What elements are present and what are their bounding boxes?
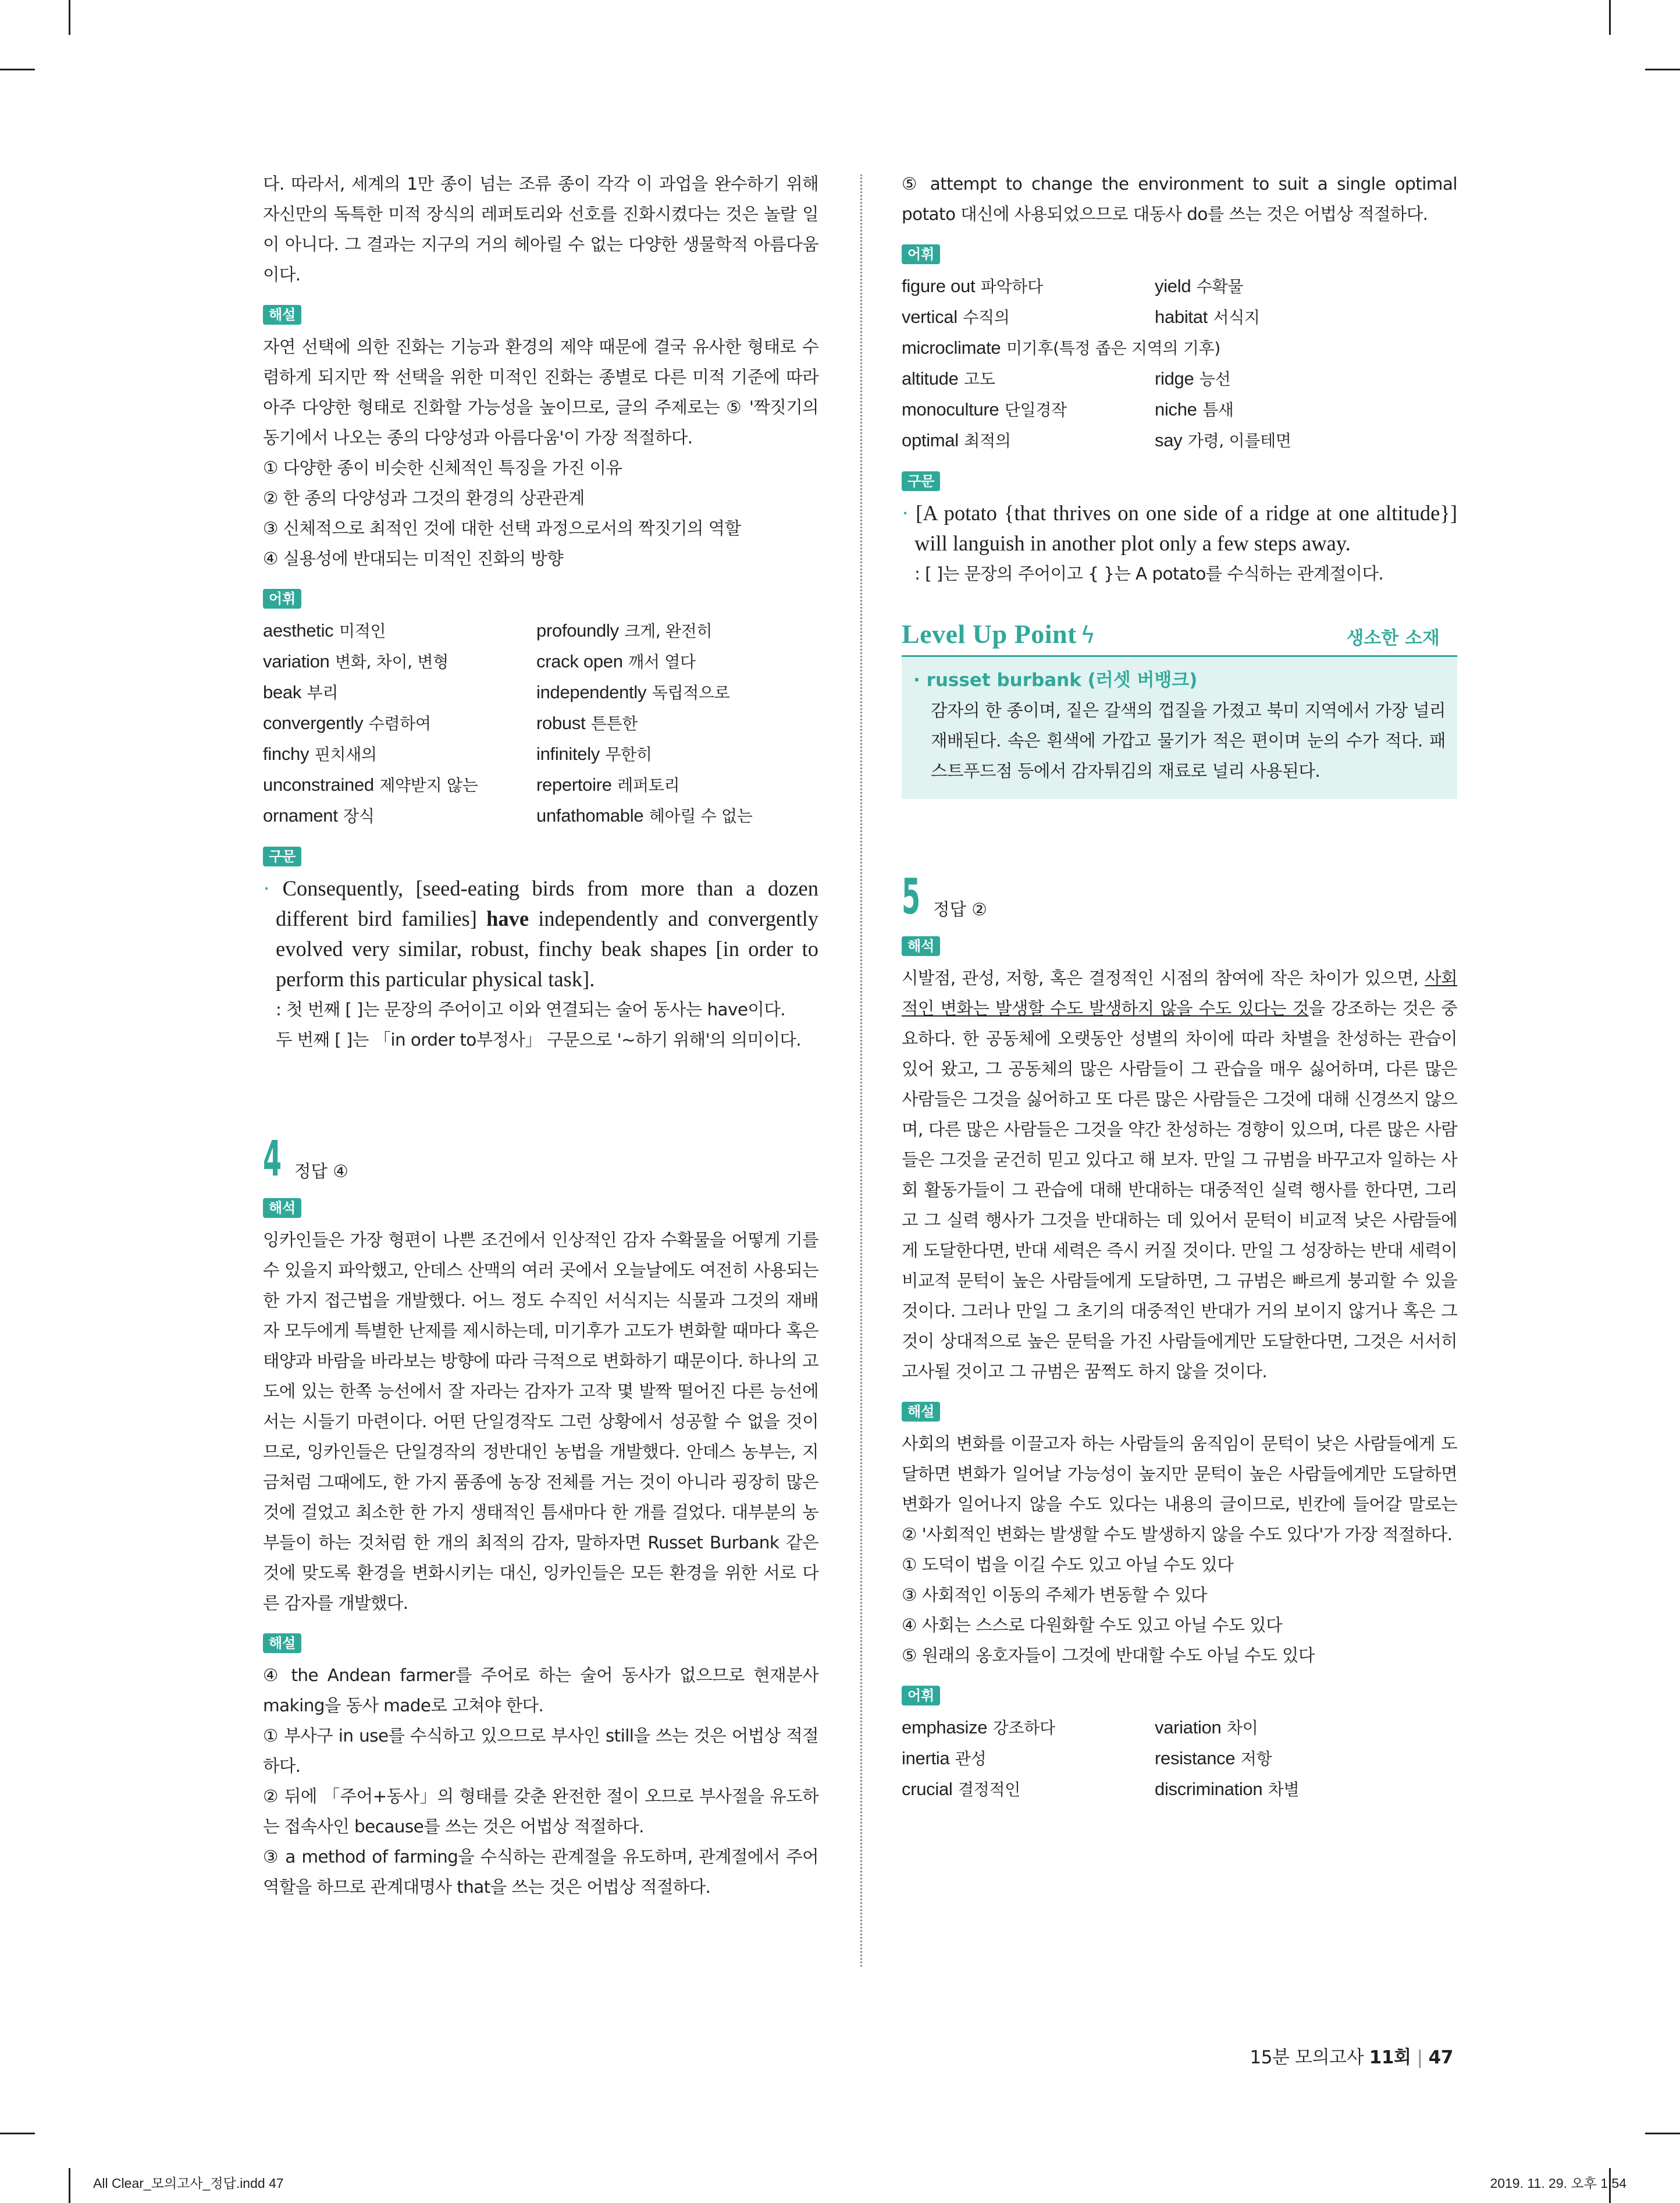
vocab-entry: emphasize 강조하다 — [902, 1717, 1055, 1737]
option-item: ③ 신체적으로 최적인 것에 대한 선택 과정으로서의 짝짓기의 역할 — [263, 518, 741, 538]
vocab-entry: independently 독립적으로 — [536, 682, 730, 702]
question-number: 5 — [902, 868, 921, 925]
vocab-entry: ridge 능선 — [1155, 368, 1231, 389]
level-up-title: Level Up Point — [902, 619, 1077, 649]
explain-tag: 해설 — [263, 305, 301, 325]
syntax-note: 두 번째 [ ]는 「in order to부정사」 구문으로 '~하기 위해'의 의미이다. — [276, 1030, 802, 1050]
vocab-list — [902, 1712, 1457, 1805]
vocab-entry: habitat 서식지 — [1155, 307, 1260, 327]
answer-underline: 사회적인 변화는 발생할 수도 발생하지 않을 수도 있다는 것 — [902, 968, 1457, 1018]
footer-separator: | — [1416, 2047, 1423, 2068]
vocab-entry: variation 차이 — [1155, 1717, 1258, 1737]
vocab-tag: 어휘 — [263, 589, 301, 609]
answer-label: 정답 ② — [933, 900, 987, 919]
option-item: ② 한 종의 다양성과 그것의 환경의 상관관계 — [263, 488, 585, 508]
bullet-icon: · — [902, 501, 916, 525]
explain-item: ④ the Andean farmer를 주어로 하는 술어 동사가 없으므로 현재분사 making을 동사 made로 고쳐야 한다. — [263, 1665, 818, 1715]
vocab-entry: robust 튼튼한 — [536, 713, 638, 733]
option-item: ③ 사회적인 이동의 주체가 변동할 수 있다 — [902, 1585, 1207, 1605]
question-header — [902, 863, 1457, 925]
syntax-sentence: · [A potato {that thrives on one side of a ridge at one altitude}] will languish in another plot only a few steps away. — [902, 501, 1457, 555]
explain-paragraph: 사회의 변화를 이끌고자 하는 사람들의 움직임이 문턱이 낮은 사람들에게 도달하면 변화가 일어날 가능성이 높지만 문턱이 높은 사람들에게만 도달하면 변화가 일어나지 않을 수도 있다는 내용의 글이므로, 빈칸에 들어갈 말로는 ② '사회적인 변화는 발생할 수도 발생하지 않을 수도 있다'가 가장 적절하다. — [902, 1434, 1457, 1544]
question-number: 4 — [263, 1130, 282, 1187]
vocab-entry: discrimination 차별 — [1155, 1779, 1300, 1799]
vocab-entry: yield 수확물 — [1155, 276, 1244, 296]
crop-mark — [1609, 0, 1611, 35]
answer-label: 정답 ④ — [294, 1161, 348, 1181]
column-divider — [860, 175, 862, 1967]
translate-tag: 해석 — [902, 936, 940, 956]
option-item: ① 도덕이 법을 이길 수도 있고 아닐 수도 있다 — [902, 1555, 1234, 1575]
syntax-note: : 첫 번째 [ ]는 문장의 주어이고 이와 연결되는 술어 동사는 have이다. — [276, 1000, 785, 1019]
explain-item: ② 뒤에 「주어+동사」의 형태를 갖춘 완전한 절이 오므로 부사절을 유도하는 접속사인 because를 쓰는 것은 어법상 적절하다. — [263, 1786, 818, 1836]
crop-mark — [0, 69, 35, 70]
option-item: ⑤ 원래의 옹호자들이 그것에 반대할 수도 아닐 수도 있다 — [902, 1646, 1315, 1665]
vocab-entry: altitude 고도 — [902, 368, 995, 389]
vocab-entry: monoculture 단일경작 — [902, 399, 1067, 420]
level-up-tag: 생소한 소재 — [1346, 628, 1440, 649]
explain-paragraph: 자연 선택에 의한 진화는 기능과 환경의 제약 때문에 결국 유사한 형태로 수렴하게 되지만 짝 선택을 위한 미적인 진화는 종별로 다른 미적 기준에 따라 아주 다양한 형태로 진화할 가능성을 높이므로, 글의 주제로는 ⑤ '짝짓기의 동기에서 나오는 종의 다양성과 아름다움'이 가장 적절하다. — [263, 337, 818, 447]
vocab-entry: figure out 파악하다 — [902, 276, 1043, 296]
vocab-entry: finchy 핀치새의 — [263, 744, 377, 764]
vocab-entry: aesthetic 미적인 — [263, 620, 386, 641]
vocab-entry: unconstrained 제약받지 않는 — [263, 774, 478, 795]
vocab-entry: crucial 결정적인 — [902, 1779, 1021, 1799]
crop-mark — [0, 2133, 35, 2134]
level-up-point-box — [902, 612, 1457, 799]
option-item: ① 다양한 종이 비슷한 신체적인 특징을 가진 이유 — [263, 458, 622, 478]
right-column — [902, 169, 1457, 1805]
option-item: ④ 실용성에 반대되는 미적인 진화의 방향 — [263, 549, 564, 568]
vocab-entry: infinitely 무한히 — [536, 744, 652, 764]
page-footer — [1250, 2042, 1453, 2069]
syntax-tag: 구문 — [902, 471, 940, 491]
crop-mark — [69, 0, 70, 35]
explain-item: ⑤ attempt to change the environment to suit a single optimal potato 대신에 사용되었으므로 대동사 do를 쓰는 것은 어법상 적절하다. — [902, 174, 1457, 224]
translate-tag: 해석 — [263, 1198, 301, 1218]
vocab-list — [902, 271, 1457, 456]
level-up-content — [902, 655, 1457, 799]
vocab-entry: niche 틈새 — [1155, 399, 1234, 420]
syntax-tag: 구문 — [263, 847, 301, 866]
level-up-subtitle: · russet burbank (러셋 버뱅크) — [913, 670, 1198, 691]
vocab-entry: optimal 최적의 — [902, 430, 1011, 450]
vocab-entry: repertoire 레퍼토리 — [536, 774, 680, 795]
syntax-note: : [ ]는 문장의 주어이고 { }는 A potato를 수식하는 관계절이다. — [914, 564, 1384, 584]
vocab-entry: crack open 깨서 열다 — [536, 651, 696, 671]
explain-item: ① 부사구 in use를 수식하고 있으므로 부사인 still을 쓰는 것은 어법상 적절하다. — [263, 1726, 818, 1776]
slug-filename: All Clear_모의고사_정답.indd 47 — [93, 2176, 284, 2191]
translate-paragraph: 잉카인들은 가장 형편이 나쁜 조건에서 인상적인 감자 수확물을 어떻게 기를 수 있을지 파악했고, 안데스 산맥의 여러 곳에서 오늘날에도 여전히 사용되는 한 가지 접근법을 개발했다. 어느 정도 수직인 서식지는 식물과 그것의 재배자 모두에게 특별한 난제를 제시하는데, 미기후가 고도가 변화할 때마다 혹은 태양과 바람을 바라보는 방향에 따라 극적으로 변화하기 때문이다. 하나의 고도에 있는 한쪽 능선에서 잘 자라는 감자가 고작 몇 발짝 떨어진 다른 능선에서는 시들기 마련이다. 어떤 단일경작도 그런 상황에서 성공할 수 없을 것이므로, 잉카인들은 단일경작의 정반대인 농법을 개발했다. 안데스 농부는, 지금처럼 그때에도, 한 가지 품종에 농장 전체를 거는 것이 아니라 굉장히 많은 것에 걸었고 최소한 한 가지 생태적인 틈새마다 한 개를 걸었다. 대부분의 농부들이 하는 것처럼 한 개의 최적의 감자, 말하자면 Russet Burbank 같은 것에 맞도록 환경을 변화시키는 대신, 잉카인들은 모든 환경을 위한 서로 다른 감자를 개발했다. — [263, 1230, 818, 1613]
slug-date: 2019. 11. 29. 오후 1:54 — [1490, 2176, 1626, 2191]
crop-mark — [1645, 69, 1680, 70]
vocab-tag: 어휘 — [902, 1686, 940, 1705]
crop-mark — [1645, 2133, 1680, 2134]
page-number: 47 — [1428, 2047, 1453, 2068]
vocab-entry: profoundly 크게, 완전히 — [536, 620, 713, 641]
vocab-entry: ornament 장식 — [263, 805, 375, 826]
vocab-entry: convergently 수렴하여 — [263, 713, 431, 733]
translate-paragraph: 시발점, 관성, 저항, 혹은 결정적인 시점의 참여에 작은 차이가 있으면, 사회적인 변화는 발생할 수도 발생하지 않을 수도 있다는 것을 강조하는 것은 중요하다. 한 공동체에 오랫동안 성별의 차이에 따라 차별을 찬성하는 관습이 있어 왔고, 그 공동체의 많은 사람들이 그 관습을 매우 싫어하며, 다른 많은 사람들은 그것을 싫어하고 또 다른 많은 사람들은 그것에 대해 신경쓰지 않으며, 다른 많은 사람들은 그것을 약간 찬성하는 경향이 있으며, 다른 많은 사람들은 그것을 굳건히 믿고 있다고 해 보자. 만일 그 규범을 바꾸고자 일하는 사회 활동가들이 그 관습에 대해 반대하는 대중적인 실력 행사를 한다면, 그리고 그 실력 행사가 그것을 반대하는 데 있어서 문턱이 비교적 낮은 사람들에게 도달한다면, 반대 세력은 즉시 커질 것이다. 만일 그 성장하는 반대 세력이 비교적 문턱이 높은 사람들에게 도달하면, 그 규범은 빠르게 붕괴할 수 있을 것이다. 그러나 만일 그 초기의 대중적인 반대가 거의 보이지 않거나 혹은 그것이 상대적으로 높은 문턱을 가진 사람들에게만 도달한다면, 그것은 서서히 고사될 것이고 그 규범은 꿈쩍도 하지 않을 것이다. — [902, 968, 1458, 1381]
explain-tag: 해설 — [263, 1633, 301, 1653]
vocab-entry: unfathomable 헤아릴 수 없는 — [536, 805, 753, 826]
bullet-icon: · — [263, 876, 283, 900]
explain-tag: 해설 — [902, 1402, 940, 1422]
option-item: ④ 사회는 스스로 다원화할 수도 있고 아닐 수도 있다 — [902, 1615, 1283, 1635]
vocab-entry: resistance 저항 — [1155, 1748, 1272, 1768]
question-header — [263, 1125, 818, 1187]
lightning-icon: ϟ — [1080, 622, 1096, 649]
vocab-entry: microclimate 미기후(특정 좁은 지역의 기후) — [902, 337, 1220, 358]
left-column — [263, 169, 818, 1902]
vocab-entry: variation 변화, 차이, 변형 — [263, 651, 449, 671]
vocab-entry: say 가령, 이를테면 — [1155, 430, 1291, 450]
footer-round: 11회 — [1369, 2047, 1411, 2068]
vocab-tag: 어휘 — [902, 244, 940, 264]
vocab-entry: vertical 수직의 — [902, 307, 1010, 327]
footer-label: 15분 모의고사 — [1250, 2047, 1364, 2068]
explain-item: ③ a method of farming을 수식하는 관계절을 유도하며, 관계절에서 주어 역할을 하므로 관계대명사 that을 쓰는 것은 어법상 적절하다. — [263, 1847, 818, 1897]
syntax-sentence: · Consequently, [seed-eating birds from more than a dozen different bird families] have independently and convergently evolved very similar, robust, finchy beak shapes [in order to perform this particular physical task]. — [263, 876, 818, 991]
vocab-entry: inertia 관성 — [902, 1748, 987, 1768]
vocab-entry: beak 부리 — [263, 682, 339, 702]
intro-paragraph: 다. 따라서, 세계의 1만 종이 넘는 조류 종이 각각 이 과업을 완수하기 위해 자신만의 독특한 미적 장식의 레퍼토리와 선호를 진화시켰다는 것은 놀랄 일이 아니다. 그 결과는 지구의 거의 헤아릴 수 없는 다양한 생물학적 아름다움이다. — [263, 174, 818, 285]
crop-mark — [69, 2168, 70, 2203]
vocab-list — [263, 616, 818, 832]
level-up-text: 감자의 한 종이며, 짙은 갈색의 껍질을 가졌고 북미 지역에서 가장 널리 재배된다. 속은 흰색에 가깝고 물기가 적은 편이며 눈의 수가 적다. 패스트푸드점 등에서 감자튀김의 재료로 널리 사용된다. — [931, 701, 1446, 781]
